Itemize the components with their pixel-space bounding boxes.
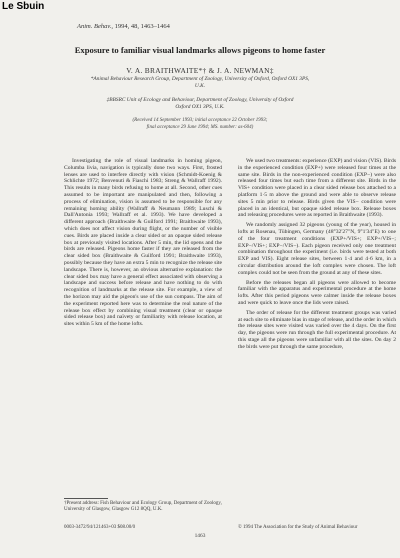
left-paragraph: Investigating the role of visual landmarks in homing pigeon, Columba livia, navigation is typically done two ways. First, frosted lenses are used to interfere directly with vision (Schmidt-Koenig & Schlichte 1972; Benvenuti & Fiaschi 1983; Streng & Wallraff 1992). This results in many birds refusing to home at all. Second, other cues assumed to be important are manipulated and then, following a process of elimination, vision is assumed to be responsible for any remaining homing ability (Wallraff & Neumann 1989; Luschi & Dall'Antonia 1993; Wallraff et al. 1993). We have developed a different approach (Braithwaite & Guilford 1991; Braithwaite 1993), which does not affect vision during flight, or the number of visible cues. Birds are placed inside a clear sided or an opaque sided release box at previously visited locations. After 5 min, the lid opens and the birds are released. Pigeons home faster if they are released from the clear sided box (Braithwaite & Guilford 1991; Braithwaite 1993), possibly because they have an extra 5 min to recognize the release site landscape. There is, however, an obvious alternative explanation: the clear sided box may have a general effect associated with observing a landscape and success before release and have nothing to do with recognition of landmarks at the release site. For example, a view of the horizon may aid the pigeon's use of the sun compass. The aim of the experiment reported here was to determine the real nature of the release box effect by combining visual treatment (clear or opaque sided release box) and naïvety or familiarity with release location, at sites within 5 km of the home lofts. [64, 158, 222, 328]
received-line-2: final acceptance 29 June 1994; MS. number: as-604) [146, 125, 254, 130]
footnote-rule [64, 498, 108, 499]
right-paragraph: Before the releases began all pigeons were allowed to become familiar with the apparatus and experimental procedure at the home lofts. After this period pigeons were calmer inside the release boxes and were quick to leave once the lids were raised. [238, 279, 396, 306]
right-column [238, 158, 396, 550]
article-code: 0003-3472/94/121463+03 $08.00/0 [64, 525, 136, 530]
affiliation-1-line-2: U.K. [194, 83, 206, 90]
paper-title: Exposure to familiar visual landmarks allows pigeons to home faster [74, 45, 326, 55]
affiliation-2-line-1: ‡BBSRC Unit of Ecology and Behaviour, Department of Zoology, University of Oxford [106, 97, 294, 103]
page-number: 1463 [194, 533, 206, 539]
affiliation-1 [60, 76, 340, 90]
right-paragraph: The order of release for the different treatment groups was varied at each site to eliminate bias in stage of release, and the order in which the release sites were visited was varied over the 4 days. On the first day, the pigeons were run through the full experimental procedure. At this stage all the pigeons were unfamiliar with all the sites. On day 2 the birds were put through the same procedure, [238, 309, 396, 350]
right-paragraph: We used two treatments: experience (EXP) and vision (VIS). Birds in the experienced condition (EXP+) were released four times at the same site. Birds in the non-experienced condition (EXP−) were also released four times but each time from a different site. Birds in the VIS+ condition were placed in a clear sided release box attached to a platform 1·5 m above the ground and were able to observe release sites 5 min prior to release. Birds given the VIS− condition were placed in an identical, but opaque sided release box. Release boxes and releasing procedures were as reported in Braithwaite (1993). [238, 158, 396, 219]
journal-details: 1994, 48, 1463–1464 [114, 23, 170, 30]
corner-tag: Le Sbuin [2, 1, 45, 12]
left-column [64, 158, 222, 495]
right-paragraph: We randomly assigned 32 pigeons (young of the year), housed in lofts at Rosenau, Tübingen, Germany (48°32'27"N, 9°1'34"E) to one of the four treatment conditions (EXP+/VIS+; EXP+/VIS−; EXP−/VIS+; EXP−/VIS−). Each pigeon received only one treatment combination throughout the experiment (i.e. birds were tested at both EXP and VIS). Eight release sites, between 1·4 and 4·6 km, in a circular distribution around the loft complex were chosen. The loft complex could not be seen from the ground at any of these sites. [238, 222, 396, 276]
affiliation-2 [60, 97, 340, 111]
copyright-notice: © 1994 The Association for the Study of Animal Behaviour [238, 525, 358, 530]
affiliation-1-line-1: *Animal Behaviour Research Group, Department of Zoology, University of Oxford, Oxford OX1 3PS, [90, 76, 310, 82]
paper-authors: V. A. BRAITHWAITE*† & J. A. NEWMAN‡ [126, 66, 274, 75]
journal-name: Anim. Behav., [77, 23, 113, 30]
affiliation-2-line-2: Oxford OX1 3PS, U.K. [175, 104, 225, 111]
received-line-1: (Received 14 September 1993; initial acceptance 22 October 1993; [132, 118, 268, 123]
footnote: †Present address: Fish Behaviour and Ecology Group, Department of Zoology, University of Glasgow, Glasgow G12 8QQ, U.K. [64, 501, 222, 513]
journal-citation [77, 23, 170, 30]
received-dates [90, 117, 310, 131]
